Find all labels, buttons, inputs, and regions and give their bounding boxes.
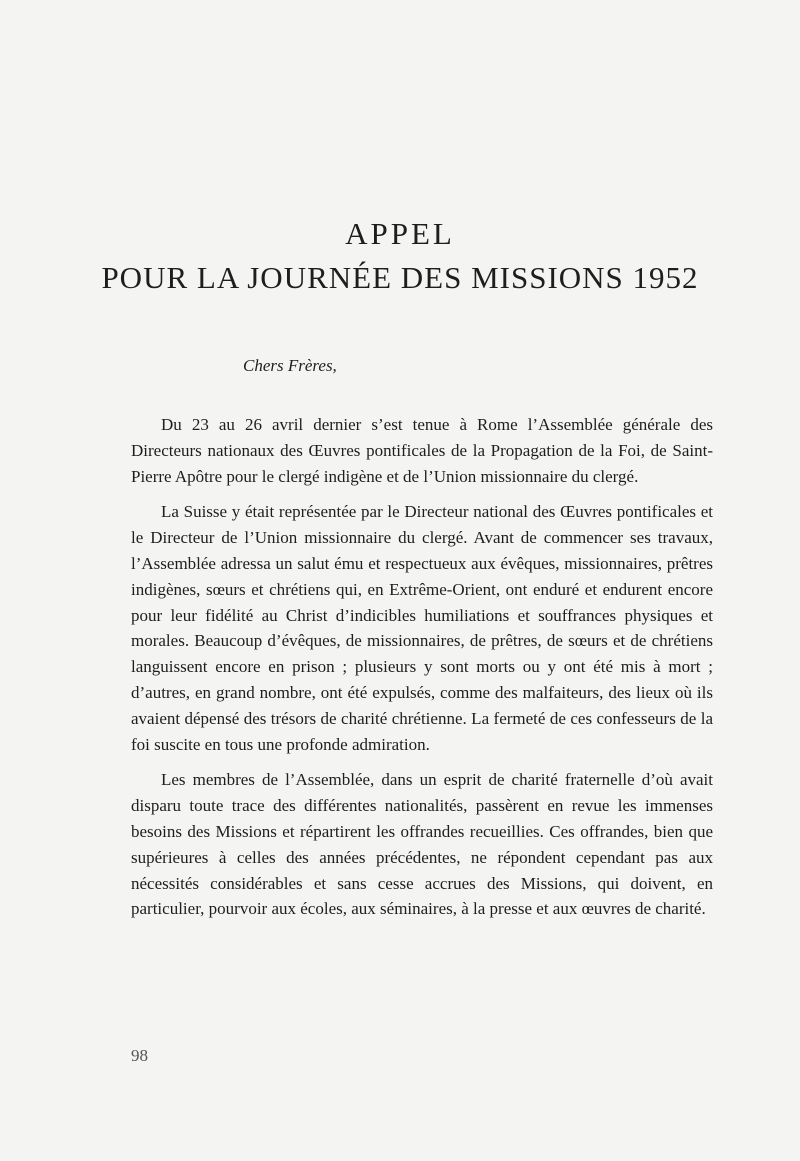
paragraph-2: La Suisse y était représentée par le Directeur national des Œuvres pontificales et le Directeur de l’Union missionnaire du clergé. Avant de commencer ses travaux, l’Assemblée adressa un salut ému et respectueux aux évêques, missionnaires, prêtres indigènes, sœurs et chrétiens qui, en Extrême-Orient, ont enduré et endurent encore pour leur fidélité au Christ d’indicibles humiliations et souffrances physiques et morales. Beaucoup d’évêques, de missionnaires, de prêtres, de sœurs et de chrétiens languissent encore en prison ; plusieurs y sont morts ou y ont été mis à mort ; d’autres, en grand nombre, ont été expulsés, comme des malfaiteurs, des lieux où ils avaient dépensé des trésors de charité chrétienne. La fermeté de ces confesseurs de la foi suscite en tous une profonde admiration. [131,502,713,754]
title-journee-missions: POUR LA JOURNÉE DES MISSIONS 1952 [101,260,699,295]
salutation: Chers Frères, [243,356,337,375]
title-block [0,212,800,300]
paragraph-1: Du 23 au 26 avril dernier s’est tenue à Rome l’Assemblée générale des Directeurs nationaux des Œuvres pontificales de la Propagation de la Foi, de Saint-Pierre Apôtre pour le clergé indigène et de l’Union missionnaire du clergé. [131,415,713,486]
title-appel: APPEL [345,216,455,251]
paragraph-3: Les membres de l’Assemblée, dans un esprit de charité fraternelle d’où avait disparu toute trace des différentes nationalités, passèrent en revue les immenses besoins des Missions et répartirent les offrandes recueillies. Ces offrandes, bien que supérieures à celles des années précédentes, ne répondent cependant pas aux nécessités considérables et sans cesse accrues des Missions, qui doivent, en particulier, pourvoir aux écoles, aux séminaires, à la presse et aux œuvres de charité. [131,770,713,919]
body-text [131,412,713,932]
page-number: 98 [131,1046,148,1065]
